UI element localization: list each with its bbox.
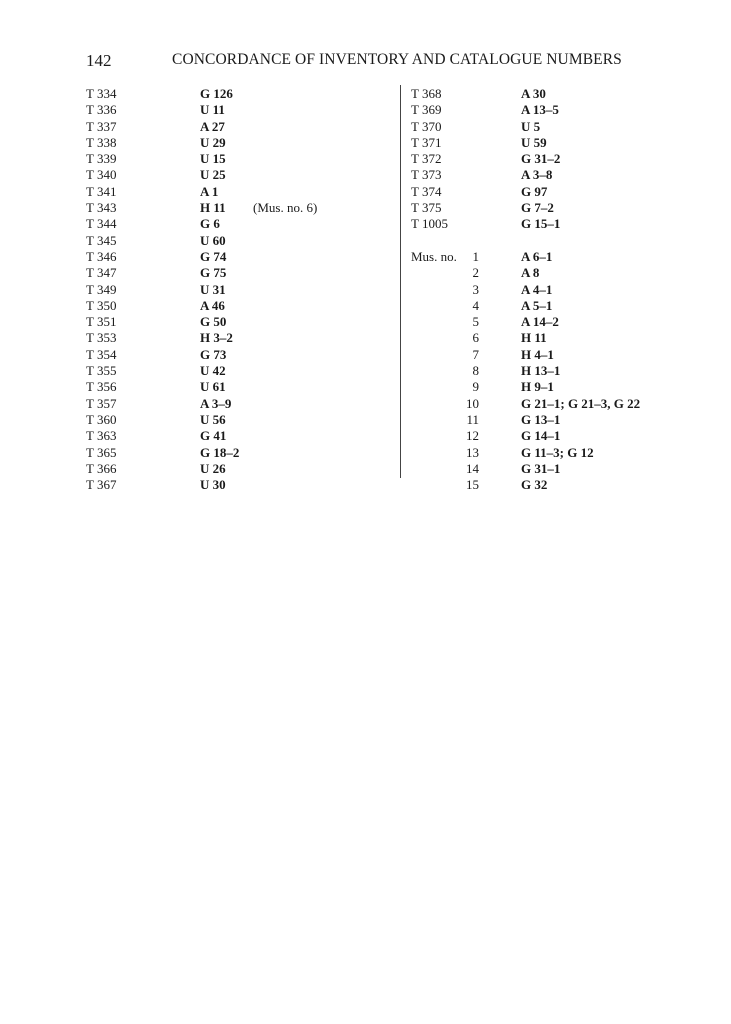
- museum-row: [411, 363, 711, 379]
- inventory-number: T 375: [411, 200, 442, 216]
- catalogue-number: A 6–1: [521, 248, 553, 264]
- inventory-number: T 355: [86, 363, 117, 379]
- inventory-number: T 350: [86, 297, 117, 313]
- catalogue-number: U 25: [200, 167, 226, 183]
- table-row: [86, 330, 386, 346]
- table-row: [86, 314, 386, 330]
- museum-number: 9: [472, 379, 479, 395]
- museum-number: 3: [472, 281, 479, 297]
- museum-number: 4: [472, 297, 479, 313]
- catalogue-number: U 11: [200, 102, 225, 118]
- catalogue-number: U 56: [200, 411, 226, 427]
- catalogue-number: A 4–1: [521, 281, 553, 297]
- table-row: [86, 86, 386, 102]
- inventory-number: T 1005: [411, 216, 448, 232]
- table-row: [86, 445, 386, 461]
- table-row: [86, 102, 386, 118]
- museum-row: [411, 445, 711, 461]
- inventory-number: T 354: [86, 346, 117, 362]
- museum-row: [411, 428, 711, 444]
- table-row: [411, 167, 711, 183]
- catalogue-number: U 60: [200, 232, 226, 248]
- catalogue-number: U 30: [200, 477, 226, 493]
- table-row: [86, 167, 386, 183]
- table-row: [86, 282, 386, 298]
- right-column: [411, 86, 711, 493]
- catalogue-number: A 13–5: [521, 102, 559, 118]
- catalogue-number: A 8: [521, 265, 540, 281]
- inventory-number: T 334: [86, 86, 117, 101]
- inventory-number: T 343: [86, 200, 117, 216]
- catalogue-number: G 13–1: [521, 411, 561, 427]
- inventory-number: T 340: [86, 167, 117, 183]
- catalogue-number: U 61: [200, 379, 226, 395]
- table-row: [86, 151, 386, 167]
- catalogue-number: A 27: [200, 118, 225, 134]
- museum-number: 15: [466, 477, 479, 493]
- table-row: [411, 102, 711, 118]
- inventory-number: T 337: [86, 118, 117, 134]
- museum-number: 1: [472, 248, 479, 264]
- inventory-number: T 345: [86, 232, 117, 248]
- museum-row: [411, 412, 711, 428]
- inventory-number: T 356: [86, 379, 117, 395]
- inventory-number: T 349: [86, 281, 117, 297]
- catalogue-number: G 73: [200, 346, 227, 362]
- left-column: [86, 86, 386, 493]
- table-row: [411, 184, 711, 200]
- museum-number-label: Mus. no.: [411, 248, 457, 264]
- museum-row: [411, 379, 711, 395]
- running-title: CONCORDANCE OF INVENTORY AND CATALOGUE NUMBERS: [172, 51, 622, 68]
- museum-number: 7: [472, 346, 479, 362]
- table-row: [86, 184, 386, 200]
- museum-number: 14: [466, 460, 479, 476]
- table-row: [86, 298, 386, 314]
- museum-number: 12: [466, 428, 479, 444]
- catalogue-number: G 75: [200, 265, 227, 281]
- museum-row: [411, 461, 711, 477]
- inventory-number: T 368: [411, 86, 442, 101]
- catalogue-number: A 14–2: [521, 314, 559, 330]
- table-row: [411, 86, 711, 102]
- catalogue-number: H 3–2: [200, 330, 233, 346]
- museum-number: 5: [472, 314, 479, 330]
- catalogue-number: G 14–1: [521, 428, 561, 444]
- inventory-number: T 365: [86, 444, 117, 460]
- catalogue-number: G 126: [200, 86, 233, 101]
- inventory-number: T 346: [86, 248, 117, 264]
- catalogue-number: U 29: [200, 134, 226, 150]
- table-row: [411, 135, 711, 151]
- museum-number: 13: [466, 444, 479, 460]
- inventory-number: T 366: [86, 460, 117, 476]
- table-row: [86, 347, 386, 363]
- table-row: [411, 151, 711, 167]
- museum-row: [411, 477, 711, 493]
- table-row: [86, 363, 386, 379]
- catalogue-number: U 42: [200, 363, 226, 379]
- catalogue-number: H 13–1: [521, 363, 561, 379]
- catalogue-number: G 74: [200, 248, 227, 264]
- catalogue-number: H 9–1: [521, 379, 554, 395]
- catalogue-number: U 59: [521, 134, 547, 150]
- catalogue-number: U 15: [200, 151, 226, 167]
- table-row: [86, 200, 386, 216]
- table-row: [86, 135, 386, 151]
- catalogue-number: U 5: [521, 118, 541, 134]
- table-row: [86, 477, 386, 493]
- inventory-number: T 374: [411, 183, 442, 199]
- museum-number: 11: [466, 411, 479, 427]
- catalogue-number: G 50: [200, 314, 227, 330]
- inventory-number: T 357: [86, 395, 117, 411]
- table-row: [86, 119, 386, 135]
- museum-number: 10: [466, 395, 479, 411]
- page-header: [0, 51, 731, 75]
- museum-row: [411, 347, 711, 363]
- catalogue-number: G 97: [521, 183, 548, 199]
- catalogue-number: A 3–8: [521, 167, 553, 183]
- inventory-number: T 371: [411, 134, 442, 150]
- museum-row: [411, 265, 711, 281]
- catalogue-number: H 4–1: [521, 346, 554, 362]
- catalogue-number: U 26: [200, 460, 226, 476]
- catalogue-number: G 31–1: [521, 460, 561, 476]
- inventory-number: T 353: [86, 330, 117, 346]
- table-row: [86, 428, 386, 444]
- inventory-number: T 351: [86, 314, 117, 330]
- museum-row: [411, 249, 711, 265]
- catalogue-number: G 6: [200, 216, 220, 232]
- catalogue-number: H 11: [200, 200, 226, 216]
- table-row: [86, 233, 386, 249]
- table-row: [86, 216, 386, 232]
- table-row: [86, 396, 386, 412]
- catalogue-number: H 11: [521, 330, 547, 346]
- page-number: 142: [86, 51, 112, 70]
- table-row: [86, 461, 386, 477]
- catalogue-number: G 15–1: [521, 216, 561, 232]
- catalogue-number: G 41: [200, 428, 227, 444]
- catalogue-number: G 7–2: [521, 200, 554, 216]
- museum-number: 2: [472, 265, 479, 281]
- inventory-number: T 363: [86, 428, 117, 444]
- museum-row: [411, 396, 711, 412]
- museum-row: [411, 282, 711, 298]
- table-row: [86, 379, 386, 395]
- museum-row: [411, 330, 711, 346]
- catalogue-number: A 46: [200, 297, 225, 313]
- table-row: [411, 200, 711, 216]
- catalogue-number: A 30: [521, 86, 546, 101]
- table-row: [86, 249, 386, 265]
- catalogue-number: A 1: [200, 183, 219, 199]
- catalogue-number: G 11–3; G 12: [521, 444, 594, 460]
- catalogue-number: G 21–1; G 21–3, G 22: [521, 395, 641, 411]
- row-note: (Mus. no. 6): [253, 200, 318, 216]
- museum-number: 6: [472, 330, 479, 346]
- inventory-number: T 344: [86, 216, 117, 232]
- inventory-number: T 373: [411, 167, 442, 183]
- inventory-number: T 336: [86, 102, 117, 118]
- inventory-number: T 341: [86, 183, 117, 199]
- inventory-number: T 369: [411, 102, 442, 118]
- inventory-number: T 370: [411, 118, 442, 134]
- catalogue-number: U 31: [200, 281, 226, 297]
- table-row: [411, 119, 711, 135]
- inventory-number: T 367: [86, 477, 117, 493]
- catalogue-number: G 32: [521, 477, 548, 493]
- catalogue-number: G 31–2: [521, 151, 561, 167]
- table-row: [86, 265, 386, 281]
- catalogue-number: A 3–9: [200, 395, 232, 411]
- inventory-number: T 347: [86, 265, 117, 281]
- catalogue-number: G 18–2: [200, 444, 240, 460]
- section-spacer: [411, 233, 711, 249]
- column-divider: [400, 85, 401, 478]
- inventory-number: T 338: [86, 134, 117, 150]
- museum-number: 8: [472, 363, 479, 379]
- museum-row: [411, 298, 711, 314]
- table-row: [411, 216, 711, 232]
- catalogue-number: A 5–1: [521, 297, 553, 313]
- inventory-number: T 360: [86, 411, 117, 427]
- inventory-number: T 339: [86, 151, 117, 167]
- table-row: [86, 412, 386, 428]
- inventory-number: T 372: [411, 151, 442, 167]
- museum-row: [411, 314, 711, 330]
